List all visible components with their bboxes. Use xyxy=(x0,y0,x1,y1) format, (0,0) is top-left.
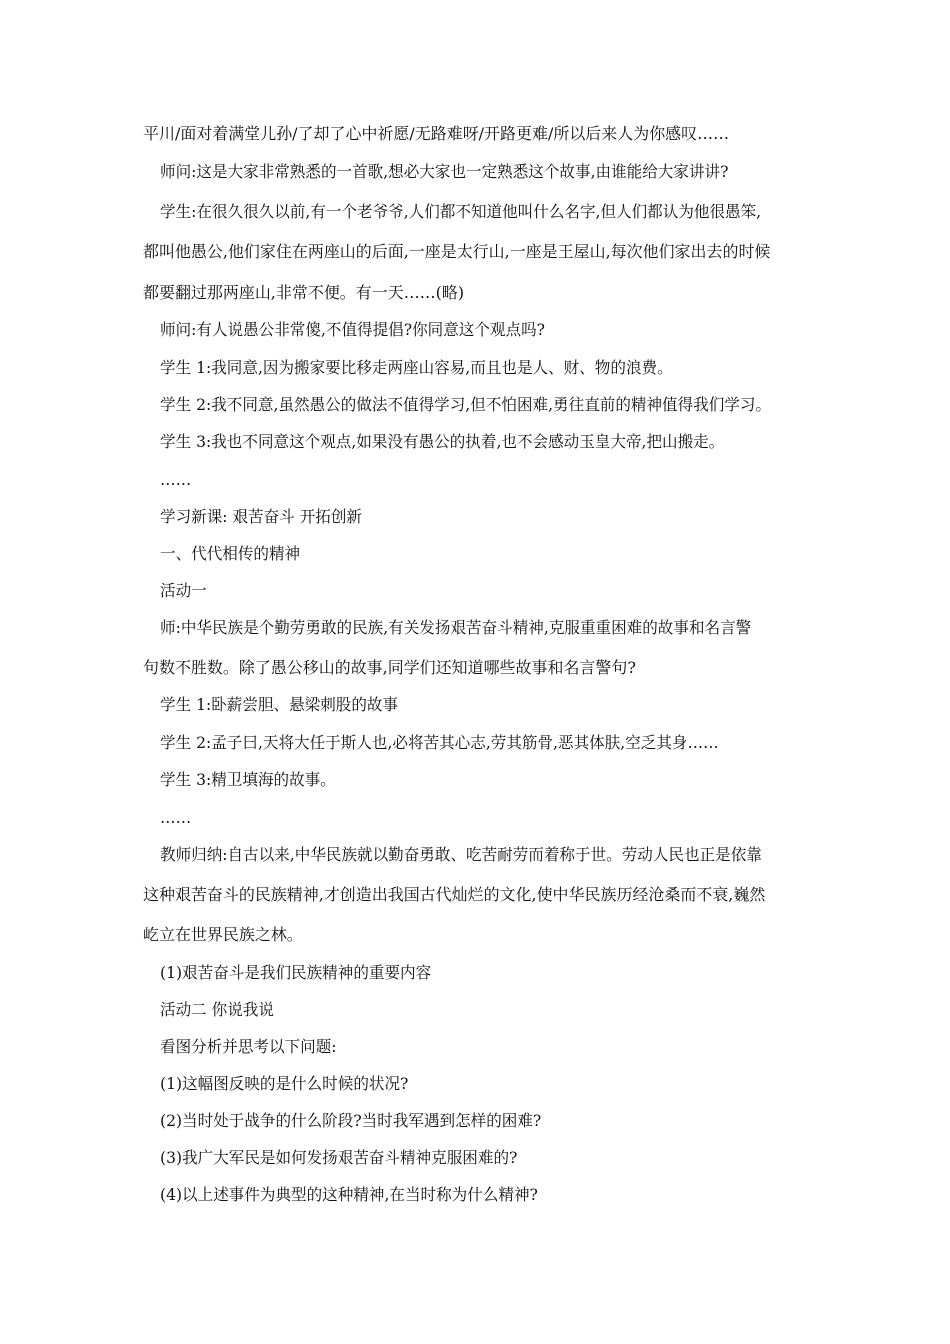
text-line: 学生 1:我同意,因为搬家要比移走两座山容易,而且也是人、财、物的浪费。 xyxy=(160,358,673,377)
text-line: 师问:这是大家非常熟悉的一首歌,想必大家也一定熟悉这个故事,由谁能给大家讲讲? xyxy=(160,162,729,181)
text-line: 看图分析并思考以下问题: xyxy=(160,1037,337,1056)
text-line: 一、代代相传的精神 xyxy=(160,544,301,563)
text-line: 学生 2:我不同意,虽然愚公的做法不值得学习,但不怕困难,勇往直前的精神值得我们学习。 xyxy=(160,395,772,414)
text-line: 平川/面对着满堂儿孙/了却了心中祈愿/无路难呀/开路更难/所以后来人为你感叹…… xyxy=(143,124,730,143)
text-line: 学生:在很久很久以前,有一个老爷爷,人们都不知道他叫什么名字,但人们都认为他很愚笨, xyxy=(160,202,762,221)
text-line: 学生 2:孟子曰,天将大任于斯人也,必将苦其心志,劳其筋骨,恶其体肤,空乏其身…… xyxy=(160,733,719,752)
text-line: 都要翻过那两座山,非常不便。有一天……(略) xyxy=(143,283,465,302)
text-line: (4)以上述事件为典型的这种精神,在当时称为什么精神? xyxy=(160,1185,538,1204)
text-line: (3)我广大军民是如何发扬艰苦奋斗精神克服困难的? xyxy=(160,1148,518,1167)
text-line: …… xyxy=(160,808,192,827)
text-line: …… xyxy=(160,470,192,489)
text-line: (1)这幅图反映的是什么时候的状况? xyxy=(160,1074,409,1093)
text-line: (1)艰苦奋斗是我们民族精神的重要内容 xyxy=(160,963,432,982)
text-line: 屹立在世界民族之林。 xyxy=(143,925,303,944)
text-line: 活动一 xyxy=(160,581,207,600)
text-line: 活动二 你说我说 xyxy=(160,1000,274,1019)
text-line: 学生 1:卧薪尝胆、悬梁刺股的故事 xyxy=(160,695,399,714)
text-line: 这种艰苦奋斗的民族精神,才创造出我国古代灿烂的文化,使中华民族历经沧桑而不衰,巍然 xyxy=(143,885,766,904)
text-line: (2)当时处于战争的什么阶段?当时我军遇到怎样的困难? xyxy=(160,1111,542,1130)
text-line: 都叫他愚公,他们家住在两座山的后面,一座是太行山,一座是王屋山,每次他们家出去的时候 xyxy=(143,242,771,261)
text-line: 句数不胜数。除了愚公移山的故事,同学们还知道哪些故事和名言警句? xyxy=(143,658,636,677)
text-line: 师问:有人说愚公非常傻,不值得提倡?你同意这个观点吗? xyxy=(160,320,545,339)
text-line: 学习新课: 艰苦奋斗 开拓创新 xyxy=(160,507,362,526)
text-line: 教师归纳:自古以来,中华民族就以勤奋勇敢、吃苦耐劳而着称于世。劳动人民也正是依靠 xyxy=(160,845,762,864)
text-line: 学生 3:我也不同意这个观点,如果没有愚公的执着,也不会感动玉皇大帝,把山搬走。 xyxy=(160,432,725,451)
text-line: 学生 3:精卫填海的故事。 xyxy=(160,770,336,789)
text-line: 师:中华民族是个勤劳勇敢的民族,有关发扬艰苦奋斗精神,克服重重困难的故事和名言警 xyxy=(160,618,752,637)
